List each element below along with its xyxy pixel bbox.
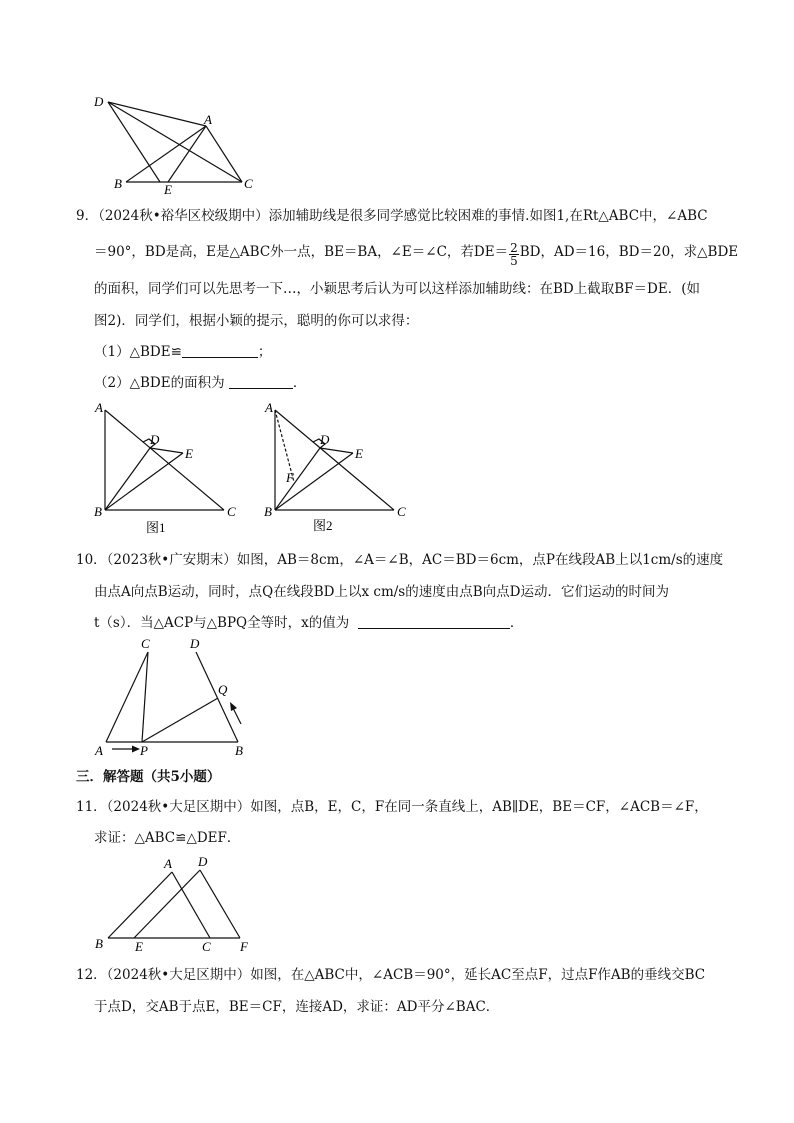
label-E: E [355, 446, 363, 461]
label-B: B [95, 936, 103, 951]
q11-line1: 11．（2024秋•大足区期中）如图，点B，E，C，F在同一条直线上，AB∥DE，BE＝CF，∠ACB＝∠F， [76, 799, 708, 815]
segment-CP [142, 652, 148, 742]
q11-line2: 求证：△ABC≌△DEF． [94, 830, 241, 846]
segment-DE [108, 102, 160, 182]
label-D: D [320, 432, 330, 447]
label-D: D [94, 94, 104, 109]
segment-AC [106, 652, 148, 742]
q9-sub2-end: ． [292, 375, 307, 391]
q9-line2-start: ＝90°，BD是高，E是△ABC外一点，BE＝BA，∠E＝∠C，若DE＝ [94, 244, 509, 260]
label-D: D [150, 432, 160, 447]
q9-line3: 的面积，同学们可以先思考一下…，小颖思考后认为可以这样添加辅助线：在BD上截取BF＝DE．(如 [94, 281, 700, 297]
segment-AC [172, 872, 210, 938]
fraction-two-fifths [509, 242, 519, 267]
label-Q: Q [218, 682, 228, 697]
section-heading-3: 三．解答题（共5小题） [76, 769, 221, 785]
q9-sub2 [94, 374, 306, 392]
segment-DF [200, 870, 240, 938]
q10-line3 [94, 614, 523, 632]
q9-line2-end: BD，AD＝16，BD＝20，求△BDE [519, 244, 739, 260]
label-C: C [244, 176, 253, 191]
segment-AC [206, 126, 242, 182]
label-F: F [286, 470, 294, 485]
figure-2 [260, 398, 420, 538]
segment-AE [168, 126, 206, 182]
segment-DA [108, 102, 206, 126]
figure-1 [90, 398, 250, 538]
segment-PQ [142, 698, 218, 742]
q10-line3-text: t（s）．当△ACP与△BPQ全等时，x的值为 [94, 615, 350, 631]
q10-line1: 10．（2023秋•广安期末）如图，AB＝8cm，∠A＝∠B，AC＝BD＝6cm，点P在线段AB上以1cm/s的速度 [76, 552, 724, 568]
q12-line1: 12．（2024秋•大足区期中）如图，在△ABC中，∠ACB＝90°，延长AC至点F，过点F作AB的垂线交BC [76, 967, 706, 983]
label-B: B [264, 504, 272, 519]
label-C: C [141, 636, 150, 651]
label-C: C [397, 504, 406, 519]
figure-q11 [90, 852, 260, 952]
figure-q10 [90, 636, 260, 766]
label-A: A [95, 400, 103, 415]
label-C: C [202, 939, 211, 954]
q9-line2 [94, 242, 738, 267]
q9-sub2-text: （2）△BDE的面积为 [94, 375, 225, 391]
label-E: E [135, 939, 143, 954]
arrow-AP-head [132, 746, 140, 753]
arrow-BQ-head [230, 702, 237, 711]
q10-line2: 由点A向点B运动，同时，点Q在线段BD上以x cm/s的速度由点B向点D运动．它们运动的时间为 [94, 584, 669, 600]
segment-AC [105, 410, 224, 510]
label-D: D [190, 636, 200, 651]
segment-BE [105, 453, 183, 510]
q9-sub1-end: ； [257, 344, 272, 360]
q12-line2: 于点D，交AB于点E，BE＝CF，连接AD，求证：AD平分∠BAC． [94, 999, 500, 1015]
label-E: E [185, 446, 193, 461]
fraction-denominator: 5 [510, 254, 518, 268]
segment-DC [108, 102, 242, 182]
answer-blank-1[interactable] [182, 343, 258, 358]
figure-1-caption: 图1 [146, 520, 166, 535]
label-A: A [265, 400, 273, 415]
q9-line1: 9．（2024秋•裕华区校级期中）添加辅助线是很多同学感觉比较困难的事情.如图1,在Rt△ABC中，∠ABC [76, 208, 708, 224]
answer-blank-3[interactable] [358, 614, 510, 629]
q10-line3-end: ． [509, 615, 524, 631]
label-B: B [235, 743, 243, 758]
label-A: A [204, 112, 212, 127]
q9-sub1-text: （1）△BDE≌ [94, 344, 182, 360]
label-F: F [240, 939, 248, 954]
label-A: A [95, 743, 103, 758]
segment-BD [275, 448, 320, 510]
figure-2-caption: 图2 [313, 518, 333, 533]
label-E: E [164, 182, 172, 197]
segment-AC [275, 410, 394, 510]
label-P: P [140, 743, 148, 758]
label-B: B [114, 176, 122, 191]
segment-AB [108, 872, 172, 938]
answer-blank-2[interactable] [229, 374, 293, 389]
arrow-BQ-shaft [233, 708, 241, 724]
segment-BD [105, 448, 150, 510]
q9-line4: 图2)．同学们，根据小颖的提示，聪明的你可以求得： [94, 313, 419, 329]
label-A: A [164, 856, 172, 871]
fraction-numerator: 2 [510, 241, 518, 255]
segment-BD [196, 652, 238, 742]
label-D: D [198, 854, 208, 869]
label-C: C [227, 504, 236, 519]
q9-sub1 [94, 343, 271, 361]
figure-top-triangles [90, 92, 270, 197]
label-B: B [94, 504, 102, 519]
